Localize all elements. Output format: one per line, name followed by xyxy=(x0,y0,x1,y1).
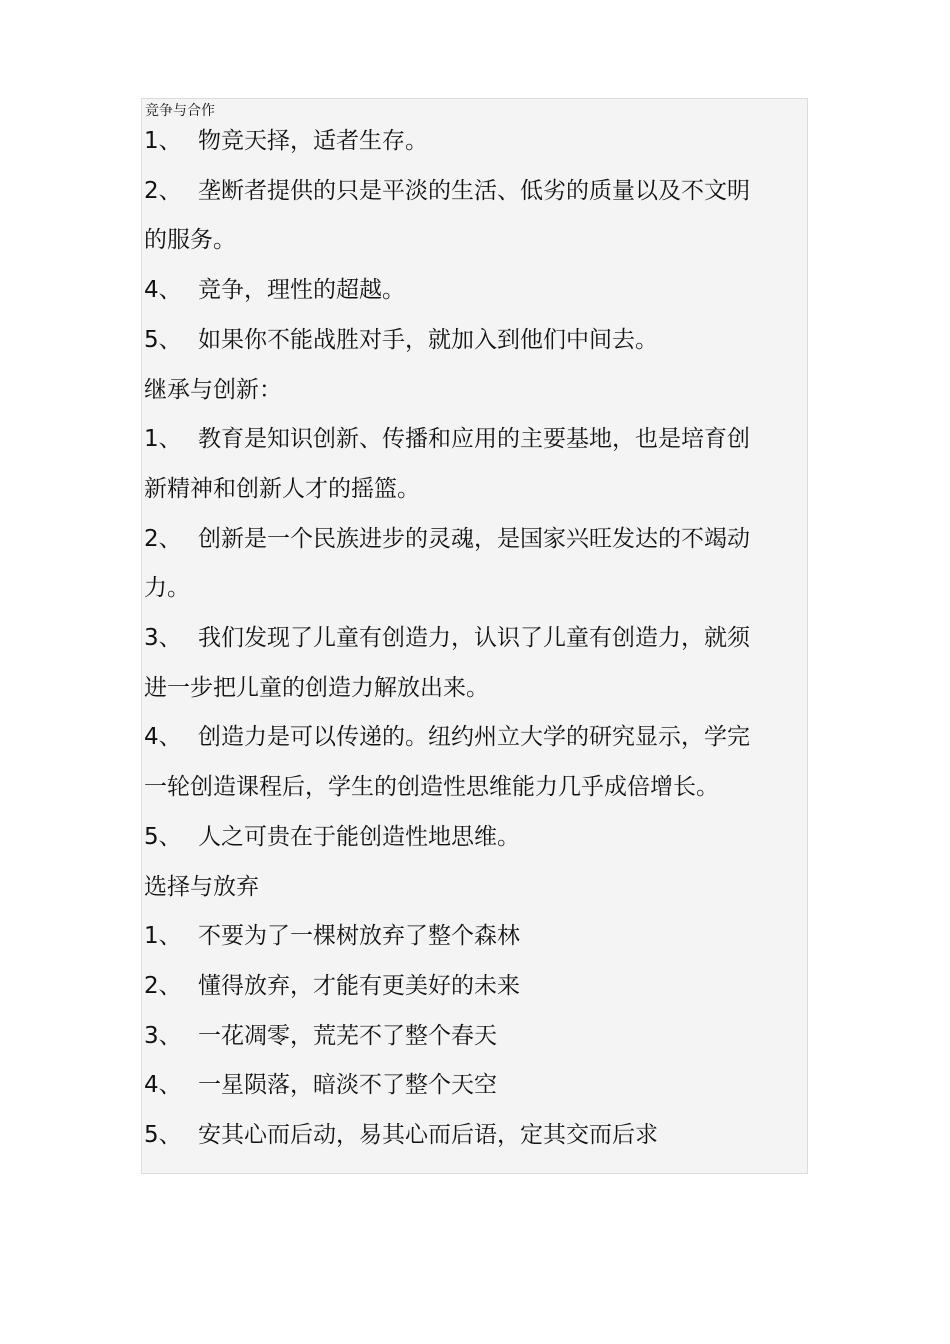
line-text: 我们发现了儿童有创造力，认识了儿童有创造力，就须 xyxy=(198,625,750,651)
line-text: 如果你不能战胜对手，就加入到他们中间去。 xyxy=(198,326,658,353)
line-text: 继承与创新： xyxy=(144,376,282,403)
line-text: 人之可贵在于能创造性地思维。 xyxy=(198,823,520,850)
line-text: 一星陨落，暗淡不了整个天空 xyxy=(198,1072,497,1099)
item-number: 5、 xyxy=(144,1122,182,1148)
line-text: 一花凋零，荒芜不了整个春天 xyxy=(198,1022,497,1049)
line-text: 选择与放弃 xyxy=(144,873,259,900)
text-line xyxy=(144,474,806,504)
line-text: 创新是一个民族进步的灵魂，是国家兴旺发达的不竭动 xyxy=(198,525,750,552)
item-number: 1、 xyxy=(144,128,182,154)
text-line xyxy=(144,921,806,951)
line-text: 教育是知识创新、传播和应用的主要基地，也是培育创 xyxy=(198,426,750,453)
document-title: 竞争与合作 xyxy=(145,103,215,119)
line-text: 的服务。 xyxy=(144,227,236,254)
item-number: 4、 xyxy=(144,277,182,304)
line-text: 懂得放弃，才能有更美好的未来 xyxy=(198,972,520,999)
line-text: 创造力是可以传递的。纽约州立大学的研究显示，学完 xyxy=(198,724,750,751)
line-text: 新精神和创新人才的摇篮。 xyxy=(144,475,420,502)
item-number: 3、 xyxy=(144,1022,182,1049)
item-number: 1、 xyxy=(144,923,182,950)
text-line xyxy=(144,1021,806,1051)
text-line xyxy=(144,524,806,554)
item-number: 5、 xyxy=(144,823,182,850)
text-line xyxy=(144,971,806,1001)
line-text: 垄断者提供的只是平淡的生活、低劣的质量以及不文明 xyxy=(198,177,750,204)
line-text: 安其心而后动，易其心而后语，定其交而后求 xyxy=(198,1122,658,1148)
item-number: 1、 xyxy=(144,426,182,453)
text-line xyxy=(144,225,806,255)
line-text: 进一步把儿童的创造力解放出来。 xyxy=(144,674,489,701)
text-line xyxy=(144,424,806,454)
text-line xyxy=(144,872,806,902)
item-number: 2、 xyxy=(144,525,182,552)
line-text: 不要为了一棵树放弃了整个森林 xyxy=(198,923,520,950)
text-line xyxy=(144,673,806,703)
text-line xyxy=(144,375,806,405)
text-line xyxy=(144,1070,806,1100)
text-line xyxy=(144,822,806,852)
item-number: 2、 xyxy=(144,177,182,204)
text-line xyxy=(144,623,806,653)
line-text: 竞争，理性的超越。 xyxy=(198,277,405,304)
line-text: 物竞天择，适者生存。 xyxy=(198,128,428,154)
item-number: 5、 xyxy=(144,326,182,353)
item-number: 4、 xyxy=(144,724,182,751)
item-number: 3、 xyxy=(144,625,182,651)
item-number: 2、 xyxy=(144,972,182,999)
item-number: 4、 xyxy=(144,1072,182,1099)
text-line xyxy=(144,722,806,752)
text-line xyxy=(144,275,806,305)
text-line xyxy=(144,573,806,603)
document-page xyxy=(141,98,808,1174)
text-line xyxy=(144,325,806,355)
text-line xyxy=(144,1120,806,1150)
line-text: 一轮创造课程后，学生的创造性思维能力几乎成倍增长。 xyxy=(144,774,719,801)
text-line xyxy=(144,126,806,156)
text-line xyxy=(144,176,806,206)
text-line xyxy=(144,772,806,802)
line-text: 力。 xyxy=(144,575,190,602)
